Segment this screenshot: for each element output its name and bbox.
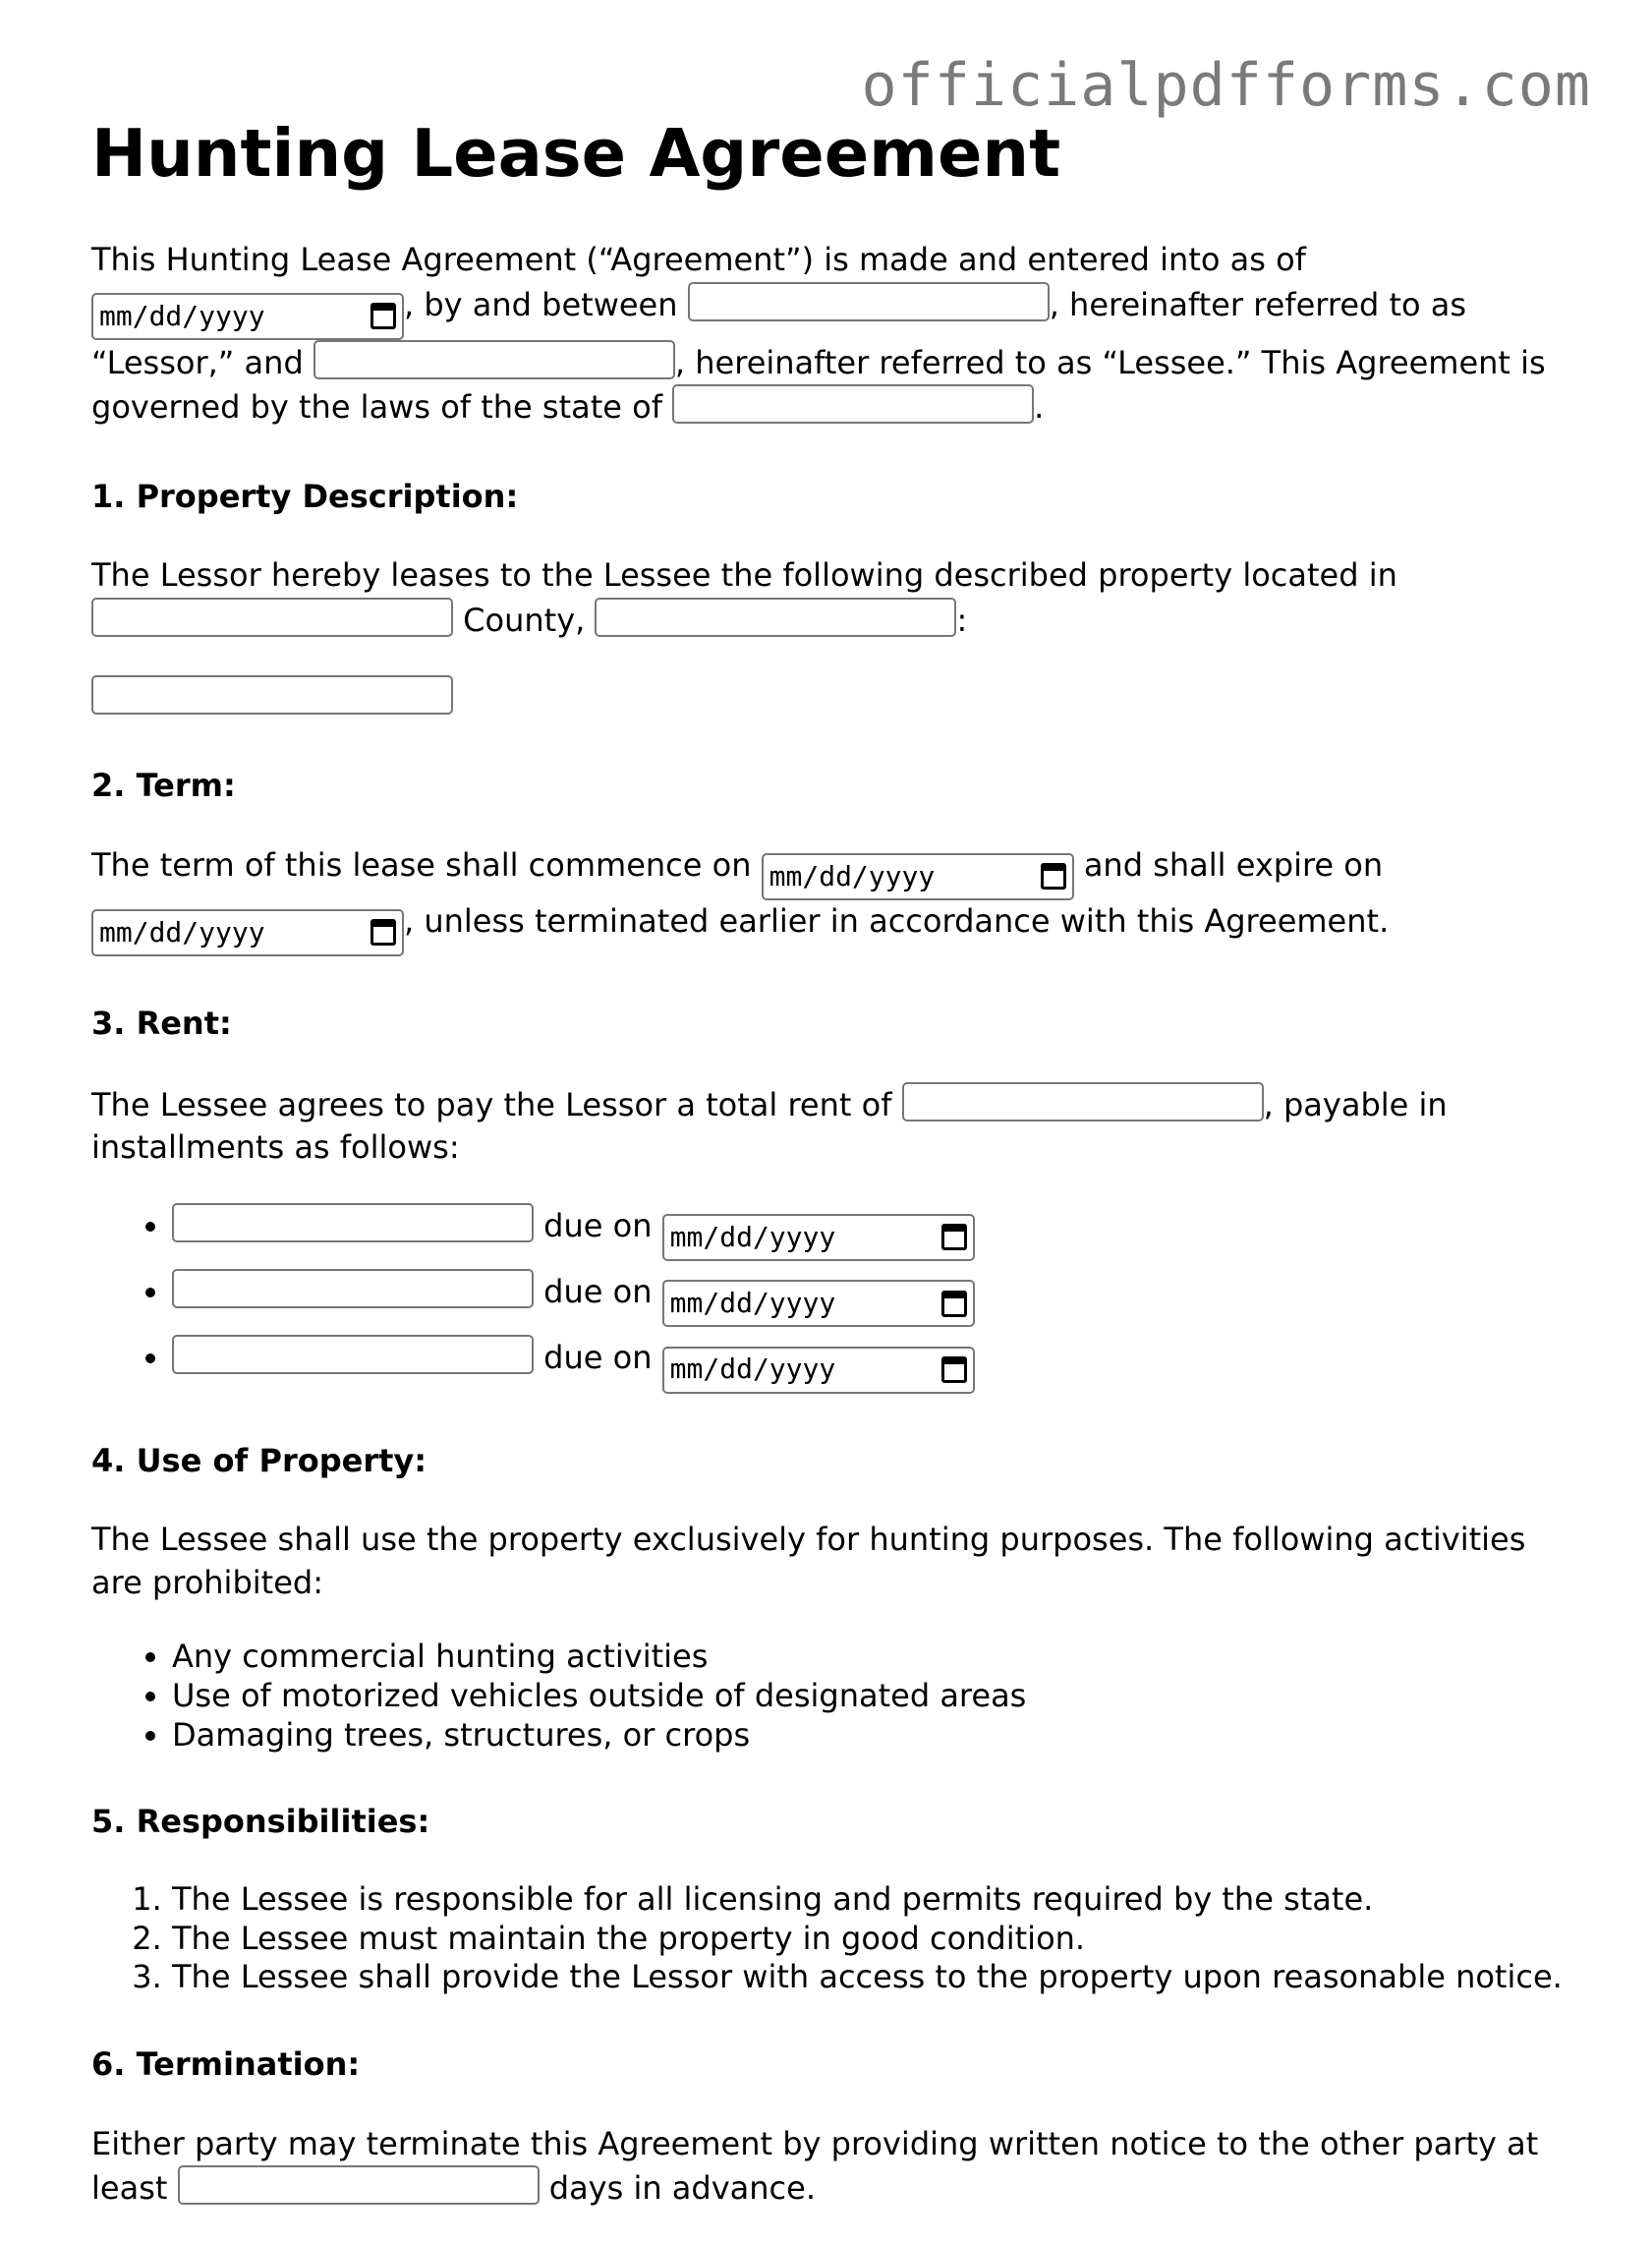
date-placeholder: mm/dd/yyyy	[99, 915, 265, 949]
intro-text-3: , hereinafter referred to as “Lessor,” and	[91, 285, 1467, 381]
intro-text-5: .	[1034, 388, 1045, 427]
due-on-label: due on	[543, 1206, 653, 1244]
section-heading-rent: 3. Rent:	[91, 1004, 232, 1042]
term-text-1: The term of this lease shall commence on	[91, 845, 752, 884]
property-text-3: :	[956, 601, 968, 639]
section-heading-use: 4. Use of Property:	[91, 1441, 427, 1479]
total-rent-input[interactable]	[902, 1082, 1264, 1122]
installment-amount-input[interactable]	[172, 1203, 534, 1242]
installment-date-input[interactable]	[662, 1280, 975, 1327]
county-input[interactable]	[91, 598, 453, 637]
termination-text-2: days in advance.	[539, 2169, 816, 2208]
list-item: 3. The Lessee shall provide the Lessor with access to the property upon reasonable notice.	[172, 1958, 1566, 1997]
date-placeholder: mm/dd/yyyy	[669, 1352, 836, 1386]
list-item: • Any commercial hunting activities	[172, 1638, 1566, 1677]
term-end-date-input[interactable]	[91, 909, 404, 956]
term-text-3: , unless terminated earlier in accordance with this Agreement.	[404, 901, 1390, 940]
section-heading-responsibilities: 5. Responsibilities:	[91, 1803, 430, 1841]
installment-amount-input[interactable]	[172, 1269, 534, 1308]
agreement-date-input[interactable]	[91, 293, 404, 340]
property-text-2: County,	[453, 601, 586, 639]
list-item: • Use of motorized vehicles outside of designated areas	[172, 1677, 1566, 1716]
property-paragraph	[91, 554, 1566, 642]
property-description-row	[91, 675, 1566, 715]
date-placeholder: mm/dd/yyyy	[669, 1286, 836, 1319]
installment-item	[172, 1269, 1566, 1327]
property-text-1: The Lessor hereby leases to the Lessee the following described property located in	[91, 556, 1397, 595]
term-paragraph	[91, 844, 1566, 956]
prohibited-activities-list	[91, 1638, 1566, 1755]
page-title: Hunting Lease Agreement	[91, 115, 1061, 192]
termination-text-1: Either party may terminate this Agreement by providing written notice to the other party at least	[91, 2124, 1539, 2208]
list-item: • Damaging trees, structures, or crops	[172, 1716, 1566, 1755]
installment-date-input[interactable]	[662, 1347, 975, 1394]
due-on-label: due on	[543, 1272, 653, 1310]
termination-paragraph	[91, 2123, 1566, 2211]
list-item: 2. The Lessee must maintain the property in good condition.	[172, 1920, 1566, 1959]
calendar-icon[interactable]	[370, 303, 396, 329]
installment-list	[91, 1203, 1566, 1394]
installment-item	[172, 1335, 1566, 1393]
rent-paragraph	[91, 1082, 1566, 1170]
calendar-icon[interactable]	[1041, 863, 1066, 890]
intro-paragraph	[91, 239, 1566, 430]
property-state-input[interactable]	[595, 598, 956, 637]
term-start-date-input[interactable]	[762, 853, 1074, 900]
governing-state-input[interactable]	[672, 384, 1034, 424]
rent-text-1: The Lessee agrees to pay the Lessor a total rent of	[91, 1085, 892, 1123]
due-on-label: due on	[543, 1339, 653, 1377]
list-item: 1. The Lessee is responsible for all licensing and permits required by the state.	[172, 1880, 1566, 1920]
calendar-icon[interactable]	[941, 1291, 967, 1317]
use-paragraph: The Lessee shall use the property exclusively for hunting purposes. The following activities are prohibited:	[91, 1521, 1526, 1601]
installment-date-input[interactable]	[662, 1214, 975, 1261]
date-placeholder: mm/dd/yyyy	[669, 1220, 836, 1253]
section-heading-termination: 6. Termination:	[91, 2044, 361, 2083]
date-placeholder: mm/dd/yyyy	[99, 299, 265, 332]
installment-item	[172, 1203, 1566, 1261]
intro-text-4: , hereinafter referred to as “Lessee.” This Agreement is governed by the laws of the state of	[91, 343, 1546, 427]
lessee-name-input[interactable]	[313, 340, 675, 379]
section-heading-term: 2. Term:	[91, 767, 236, 805]
calendar-icon[interactable]	[370, 919, 396, 946]
section-heading-property: 1. Property Description:	[91, 477, 519, 515]
responsibilities-list	[91, 1880, 1566, 1997]
rent-text-2: , payable in installments as follows:	[91, 1085, 1448, 1167]
notice-days-input[interactable]	[178, 2165, 540, 2205]
intro-text-1: This Hunting Lease Agreement (“Agreement”) is made and entered into as of	[91, 241, 1306, 279]
property-description-input[interactable]	[91, 675, 453, 715]
lessor-name-input[interactable]	[688, 282, 1050, 321]
watermark: officialpdfforms.com	[861, 51, 1591, 120]
calendar-icon[interactable]	[941, 1224, 967, 1250]
term-text-2: and shall expire on	[1073, 845, 1384, 884]
intro-text-2: , by and between	[404, 285, 678, 323]
document-page	[91, 116, 1566, 2244]
calendar-icon[interactable]	[941, 1356, 967, 1383]
date-placeholder: mm/dd/yyyy	[769, 859, 936, 892]
installment-amount-input[interactable]	[172, 1335, 534, 1374]
